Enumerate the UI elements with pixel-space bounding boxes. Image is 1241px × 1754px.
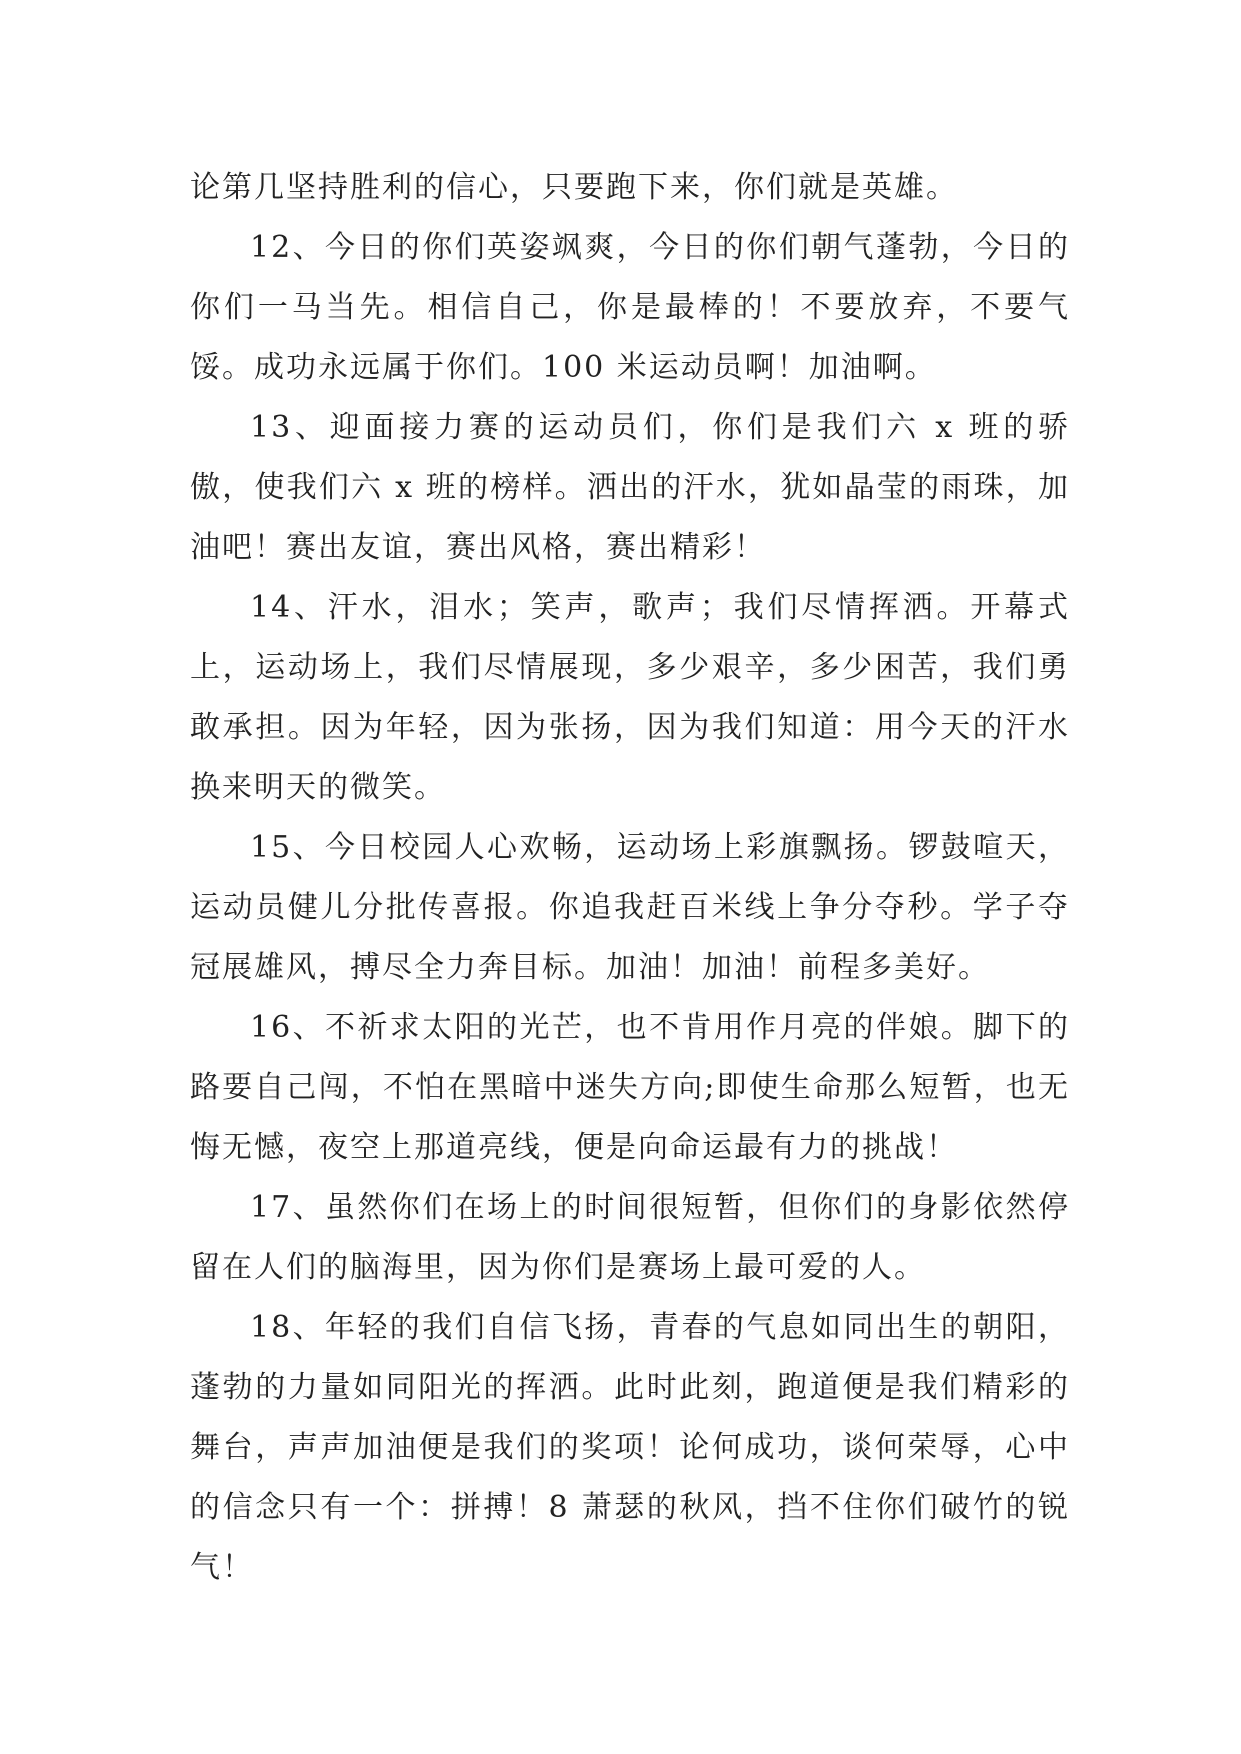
paragraph-16: 16、不祈求太阳的光芒，也不肯用作月亮的伴娘。脚下的路要自己闯，不怕在黑暗中迷失方向;即使生命那么短暂，也无悔无憾，夜空上那道亮线，便是向命运最有力的挑战！: [190, 1010, 1070, 1165]
paragraph-12: 12、今日的你们英姿飒爽，今日的你们朝气蓬勃，今日的你们一马当先。相信自己，你是最棒的！不要放弃，不要气馁。成功永远属于你们。100 米运动员啊！加油啊。: [190, 230, 1070, 385]
paragraph-continuation: 论第几坚持胜利的信心，只要跑下来，你们就是英雄。: [190, 170, 958, 205]
document-body: [190, 158, 1070, 1598]
paragraph-15: 15、今日校园人心欢畅，运动场上彩旗飘扬。锣鼓喧天，运动员健儿分批传喜报。你追我赶百米线上争分夺秒。学子夺冠展雄风，搏尽全力奔目标。加油！加油！前程多美好。: [190, 830, 1070, 985]
paragraph-13: 13、迎面接力赛的运动员们，你们是我们六 x 班的骄傲，使我们六 x 班的榜样。洒出的汗水，犹如晶莹的雨珠，加油吧！赛出友谊，赛出风格，赛出精彩！: [190, 410, 1070, 565]
paragraph-17: 17、虽然你们在场上的时间很短暂，但你们的身影依然停留在人们的脑海里，因为你们是赛场上最可爱的人。: [190, 1190, 1070, 1285]
paragraph-18: 18、年轻的我们自信飞扬，青春的气息如同出生的朝阳，蓬勃的力量如同阳光的挥洒。此时此刻，跑道便是我们精彩的舞台，声声加油便是我们的奖项！论何成功，谈何荣辱，心中的信念只有一个：拼搏！8 萧瑟的秋风，挡不住你们破竹的锐气！: [190, 1310, 1070, 1585]
paragraph-14: 14、汗水，泪水；笑声，歌声；我们尽情挥洒。开幕式上，运动场上，我们尽情展现，多少艰辛，多少困苦，我们勇敢承担。因为年轻，因为张扬，因为我们知道：用今天的汗水换来明天的微笑。: [190, 590, 1070, 805]
